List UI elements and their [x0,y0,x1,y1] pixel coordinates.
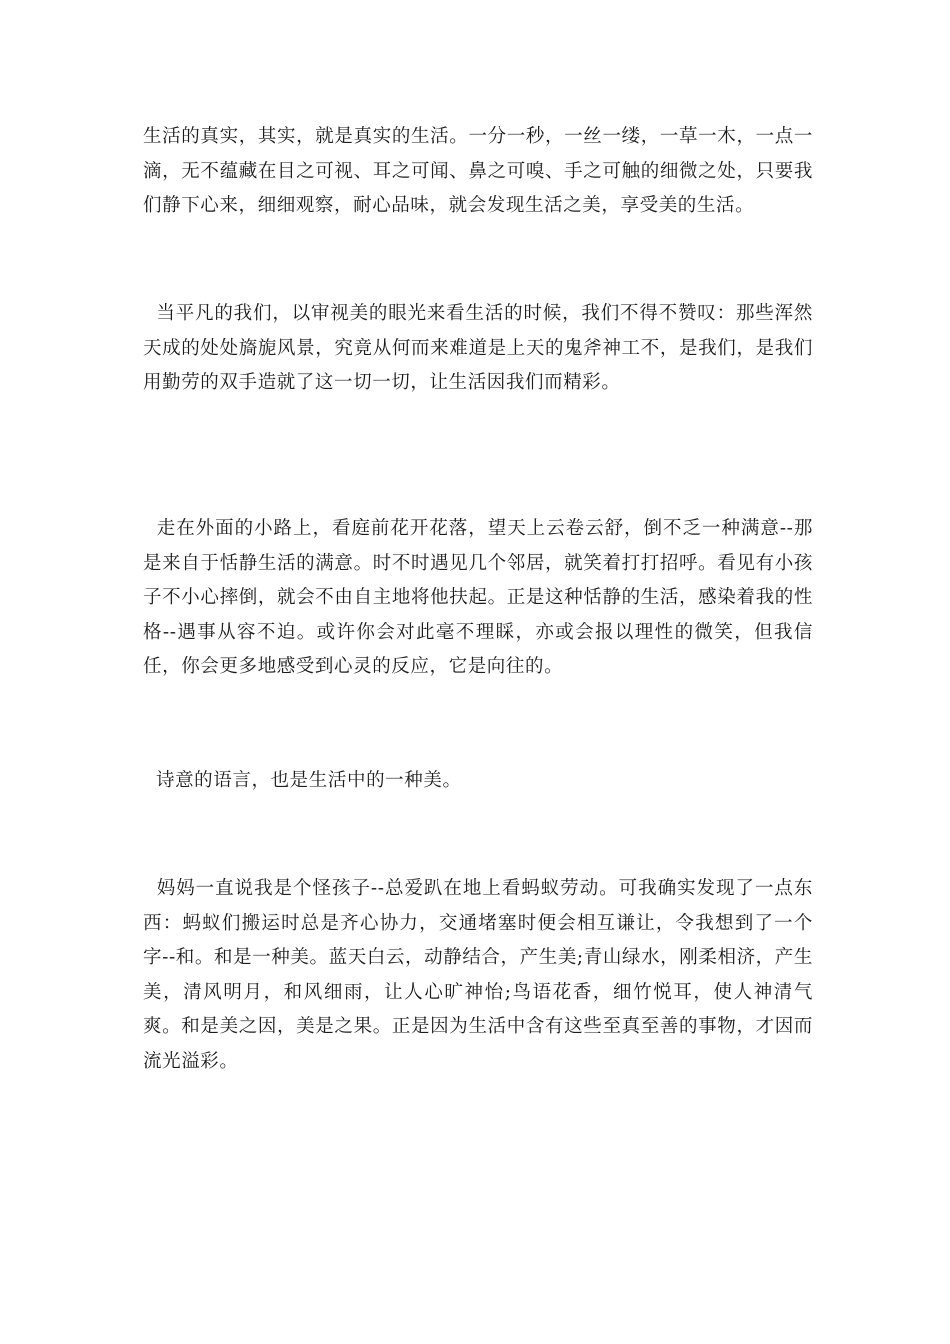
paragraph-2: 当平凡的我们，以审视美的眼光来看生活的时候，我们不得不赞叹：那些浑然天成的处处旖旎风景，究竟从何而来难道是上天的鬼斧神工不，是我们，是我们用勤劳的双手造就了这一切一切，让生活因我们而精彩。 [143,303,813,393]
paragraph-3: 走在外面的小路上，看庭前花开花落，望天上云卷云舒，倒不乏一种满意--那是来自于恬静生活的满意。时不时遇见几个邻居，就笑着打打招呼。看见有小孩子不小心摔倒，就会不由自主地将他扶起。正是这种恬静的生活，感染着我的性格--遇事从容不迫。或许你会对此毫不理睬，亦或会报以理性的微笑，但我信任，你会更多地感受到心灵的反应，它是向往的。 [143,518,813,677]
paragraph-4: 诗意的语言，也是生活中的一种美。 [143,770,462,791]
paragraph-5: 妈妈一直说我是个怪孩子--总爱趴在地上看蚂蚁劳动。可我确实发现了一点东西：蚂蚁们搬运时总是齐心协力，交通堵塞时便会相互谦让，令我想到了一个字--和。和是一种美。蓝天白云，动静结合，产生美;青山绿水，刚柔相济，产生美，清风明月，和风细雨，让人心旷神怡;鸟语花香，细竹悦耳，使人神清气爽。和是美之因，美是之果。正是因为生活中含有这些至真至善的事物，才因而流光溢彩。 [143,878,813,1072]
paragraph-1: 生活的真实，其实，就是真实的生活。一分一秒，一丝一缕，一草一木，一点一滴，无不蕴藏在目之可视、耳之可闻、鼻之可嗅、手之可触的细微之处，只要我们静下心来，细细观察，耐心品味，就会发现生活之美，享受美的生活。 [143,126,813,216]
